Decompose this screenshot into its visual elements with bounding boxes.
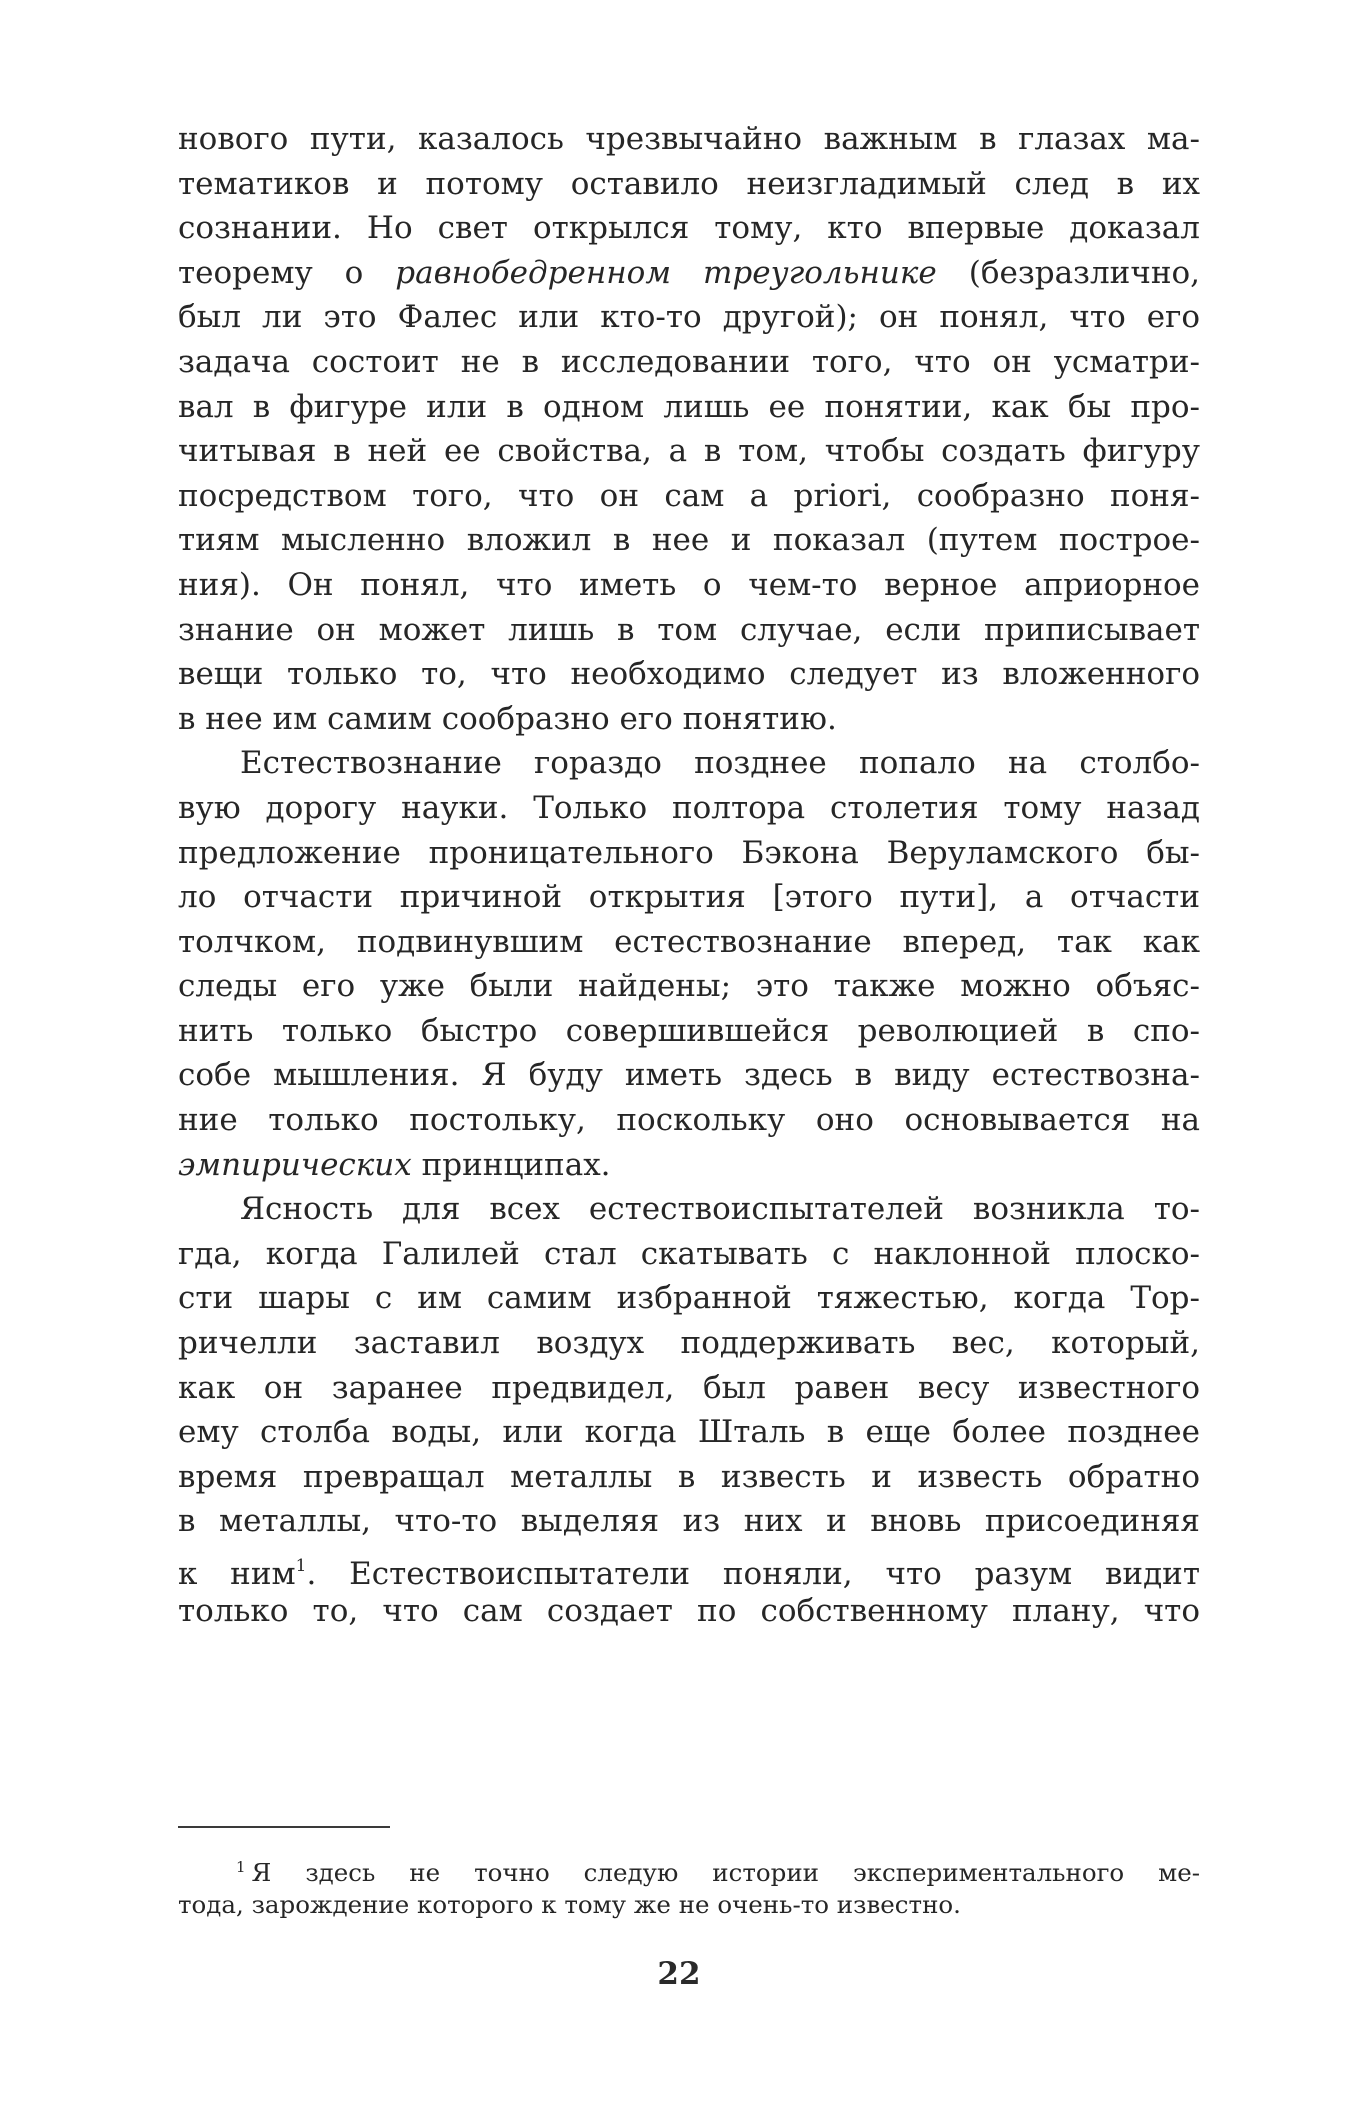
text-line: читывая в ней ее свойства, а в том, чтобы создать фигуру: [178, 433, 1200, 470]
footnote-marker: 1: [236, 1858, 246, 1876]
text-line: в нее им самим сообразно его понятию.: [178, 700, 837, 737]
text-line: ние только постольку, поскольку оно основывается на: [178, 1102, 1200, 1139]
text-segment: теорему о: [178, 254, 396, 291]
text-line: вую дорогу науки. Только полтора столетия тому назад: [178, 789, 1200, 826]
text-line: ния). Он понял, что иметь о чем-то верное априорное: [178, 566, 1200, 603]
text-line: как он заранее предвидел, был равен весу известного: [178, 1369, 1200, 1406]
paragraph-3: [178, 1187, 1200, 1633]
text-line: ло отчасти причиной открытия [этого пути], а отчасти: [178, 879, 1200, 916]
text-line: предложение проницательного Бэкона Веруламского бы-: [178, 834, 1200, 871]
text-line: толчком, подвинувшим естествознание вперед, так как: [178, 923, 1200, 960]
text-line: задача состоит не в исследовании того, что он усматри-: [178, 343, 1200, 380]
text-line: сознании. Но свет открылся тому, кто впервые доказал: [178, 210, 1200, 247]
paragraph-1: [178, 117, 1200, 741]
footnote-reference[interactable]: 1: [295, 1556, 307, 1576]
text-segment: . Естествоиспытатели поняли, что разум видит: [306, 1556, 1200, 1592]
text-line: [178, 1143, 1200, 1188]
text-line: вал в фигуре или в одном лишь ее понятии, как бы про-: [178, 388, 1200, 425]
text-line: ричелли заставил воздух поддерживать вес, который,: [178, 1325, 1200, 1362]
text-line: был ли это Фалес или кто-то другой); он понял, что его: [178, 299, 1200, 336]
text-line: собе мышления. Я буду иметь здесь в виду естествозна-: [178, 1057, 1200, 1094]
text-line: Естествознание гораздо позднее попало на столбо-: [240, 745, 1200, 782]
text-line: следы его уже были найдены; это также можно объяс-: [178, 968, 1200, 1005]
paragraph-2: [178, 741, 1200, 1187]
main-text: [178, 117, 1200, 1633]
text-line: тиям мысленно вложил в нее и показал (путем построе-: [178, 522, 1200, 559]
text-line: [178, 251, 1200, 296]
text-line: ему столба воды, или когда Шталь в еще более позднее: [178, 1414, 1200, 1451]
footnote-line: [178, 1849, 1200, 1886]
text-line: [178, 1544, 1200, 1592]
text-segment: Я здесь не точно следую истории экспериментального ме-: [251, 1858, 1200, 1887]
footnote: [178, 1849, 1200, 1923]
text-line: гда, когда Галилей стал скатывать с наклонной плоско-: [178, 1235, 1200, 1272]
footnote-line: тода, зарождение которого к тому же не очень-то известно.: [178, 1890, 961, 1919]
italic-term: равнобедренном треугольнике: [395, 254, 937, 291]
text-line: вещи только то, что необходимо следует из вложенного: [178, 656, 1200, 693]
text-line: время превращал металлы в известь и известь обратно: [178, 1458, 1200, 1495]
text-line: знание он может лишь в том случае, если приписывает: [178, 611, 1200, 648]
text-line: нового пути, казалось чрезвычайно важным в глазах ма-: [178, 121, 1200, 157]
text-line: посредством того, что он сам a priori, сообразно поня-: [178, 477, 1200, 514]
text-line: в металлы, что-то выделяя из них и вновь присоединяя: [178, 1503, 1200, 1540]
text-line: нить только быстро совершившейся революцией в спо-: [178, 1012, 1200, 1049]
text-segment: к ним: [178, 1556, 296, 1592]
page-number: 22: [657, 1956, 701, 1992]
text-segment: (безразлично,: [936, 254, 1200, 291]
text-line: только то, что сам создает по собственному плану, что: [178, 1592, 1200, 1629]
text-line: Ясность для всех естествоиспытателей возникла то-: [240, 1191, 1200, 1228]
footnote-divider: [178, 1826, 390, 1828]
italic-term: эмпирических: [178, 1146, 412, 1183]
text-line: тематиков и потому оставило неизгладимый след в их: [178, 165, 1200, 202]
text-line: сти шары с им самим избранной тяжестью, когда Тор-: [178, 1280, 1200, 1317]
text-segment: принципах.: [421, 1146, 611, 1183]
